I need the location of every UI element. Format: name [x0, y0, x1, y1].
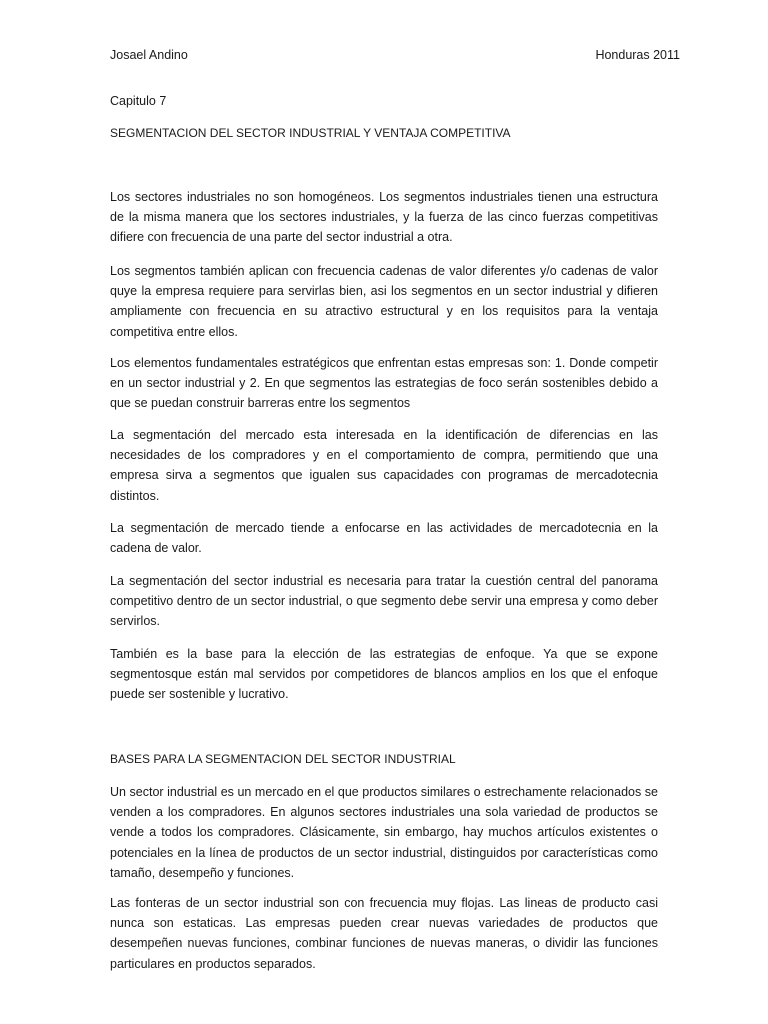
document-title: SEGMENTACION DEL SECTOR INDUSTRIAL Y VENTAJA COMPETITIVA — [110, 126, 511, 140]
section-title: BASES PARA LA SEGMENTACION DEL SECTOR INDUSTRIAL — [110, 752, 456, 766]
paragraph-text: Los elementos fundamentales estratégicos que enfrentan estas empresas son: 1. Donde competir en un sector industrial y 2. En que segmentos las estrategias de foco serán sostenibles debido a que se puedan construir barreras entre los segmentos — [110, 356, 658, 411]
paragraph-text: La segmentación de mercado tiende a enfocarse en las actividades de mercadotecnia en la cadena de valor. — [110, 521, 658, 556]
paragraph — [110, 893, 658, 974]
paragraph-text: También es la base para la elección de las estrategias de enfoque. Ya que se expone segmentosque están mal servidos por competidores de blancos amplios en los que el enfoque puede ser sostenible y lucrativo. — [110, 647, 658, 702]
paragraph-text: Los segmentos también aplican con frecuencia cadenas de valor diferentes y/o cadenas de valor quye la empresa requiere para servirlas bien, asi los segmentos en un sector industrial y difieren ampliamente con frecuencia en su atractivo estructural y en los requisitos para la ventaja competitiva entre ellos. — [110, 264, 658, 339]
section-heading — [110, 751, 658, 767]
paragraph — [110, 518, 658, 558]
paragraph-text: Las fonteras de un sector industrial son con frecuencia muy flojas. Las lineas de producto casi nunca son estaticas. Las empresas pueden crear nuevas variedades de productos que desempeñen nuevas funciones, combinar funciones de nuevas maneras, o dividir las funciones particulares en productos separados. — [110, 896, 658, 971]
paragraph — [110, 425, 658, 506]
paragraph — [110, 782, 658, 883]
paragraph — [110, 571, 658, 632]
paragraph — [110, 261, 658, 342]
document-page — [110, 0, 680, 1024]
paragraph — [110, 187, 658, 248]
paragraph-text: La segmentación del sector industrial es necesaria para tratar la cuestión central del panorama competitivo dentro de un sector industrial, o que segmento debe servir una empresa y como deber servirlos. — [110, 574, 658, 629]
place-year: Honduras 2011 — [595, 48, 680, 62]
chapter-label: Capitulo 7 — [110, 94, 167, 108]
paragraph-text: La segmentación del mercado esta interesada en la identificación de diferencias en las necesidades de los compradores y en el comportamiento de compra, permitiendo que una empresa sirva a segmentos que igualen sus capacidades con programas de mercadotecnia distintos. — [110, 428, 658, 503]
paragraph-text: Un sector industrial es un mercado en el que productos similares o estrechamente relacionados se venden a los compradores. En algunos sectores industriales una sola variedad de productos se vende a todos los compradores. Clásicamente, sin embargo, hay muchos artículos existentes o potenciales en la línea de productos de un sector industrial, distinguidos por características como tamaño, desempeño y funciones. — [110, 785, 658, 880]
author-name: Josael Andino — [110, 48, 188, 62]
paragraph — [110, 644, 658, 705]
paragraph — [110, 353, 658, 414]
paragraph-text: Los sectores industriales no son homogéneos. Los segmentos industriales tienen una estructura de la misma manera que los sectores industriales, y la fuerza de las cinco fuerzas competitivas difiere con frecuencia de una parte del sector industrial a otra. — [110, 190, 658, 245]
